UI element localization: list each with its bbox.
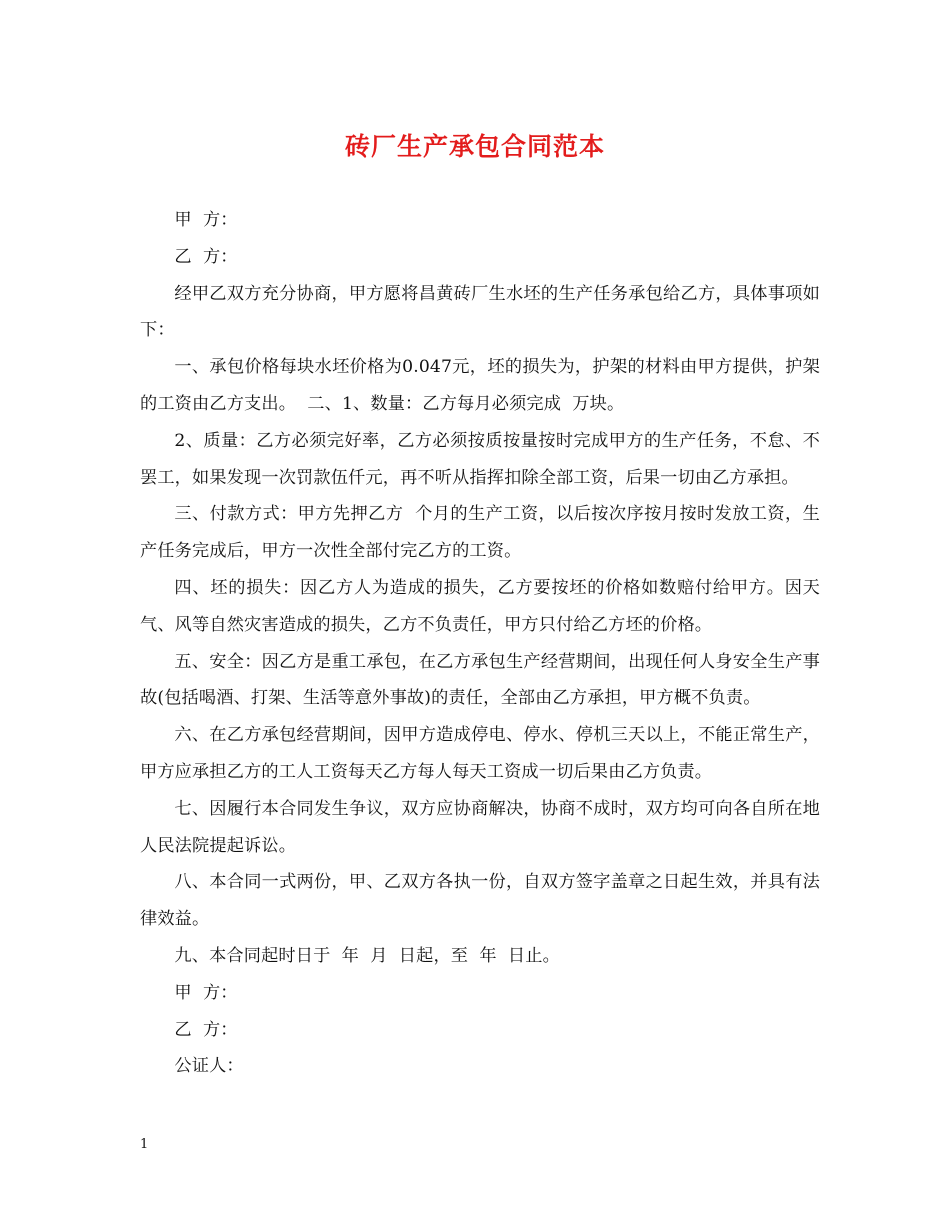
clause-price-quantity: 一、承包价格每块水坯价格为0.047元，坯的损失为，护架的材料由甲方提供，护架的工资由乙方支出。 二、1、数量：乙方每月必须完成 万块。 <box>140 357 820 414</box>
document-title: 砖厂生产承包合同范本 <box>344 132 605 161</box>
clause-loss: 四、坯的损失：因乙方人为造成的损失，乙方要按坯的价格如数赔付给甲方。因天气、风等自然灾害造成的损失，乙方不负责任，甲方只付给乙方坯的价格。 <box>140 577 820 635</box>
page-number: 1 <box>140 1137 149 1152</box>
clause-dispute: 七、因履行本合同发生争议，双方应协商解决，协商不成时，双方均可向各自所在地人民法院提起诉讼。 <box>140 798 820 856</box>
clause-safety: 五、安全：因乙方是重工承包，在乙方承包生产经营期间，出现任何人身安全生产事故(包括喝酒、打架、生活等意外事故)的责任，全部由乙方承担，甲方概不负责。 <box>140 651 820 709</box>
party-b-label: 乙 方： <box>174 246 238 267</box>
party-a-label: 甲 方： <box>174 210 238 230</box>
intro-paragraph: 经甲乙双方充分协商，甲方愿将昌黄砖厂生水坯的生产任务承包给乙方，具体事项如下： <box>140 283 820 341</box>
clause-term: 九、本合同起时日于 年 月 日起，至 年 日止。 <box>174 945 560 966</box>
document-body <box>140 202 820 1085</box>
clause-outage: 六、在乙方承包经营期间，因甲方造成停电、停水、停机三天以上，不能正常生产，甲方应承担乙方的工人工资每天乙方每人每天工资成一切后果由乙方负责。 <box>140 725 820 782</box>
clause-payment: 三、付款方式：甲方先押乙方 个月的生产工资，以后按次序按月按时发放工资，生产任务完成后，甲方一次性全部付完乙方的工资。 <box>140 504 820 562</box>
signature-party-b: 乙 方： <box>174 1019 238 1040</box>
clause-copies: 八、本合同一式两份，甲、乙双方各执一份，自双方签字盖章之日起生效，并具有法律效益。 <box>140 872 820 930</box>
signature-notary: 公证人： <box>174 1056 244 1077</box>
signature-party-a: 甲 方： <box>174 982 238 1003</box>
clause-quality: 2、质量：乙方必须完好率，乙方必须按质按量按时完成甲方的生产任务，不怠、不罢工，如果发现一次罚款伍仟元，再不听从指挥扣除全部工资，后果一切由乙方承担。 <box>140 430 820 488</box>
